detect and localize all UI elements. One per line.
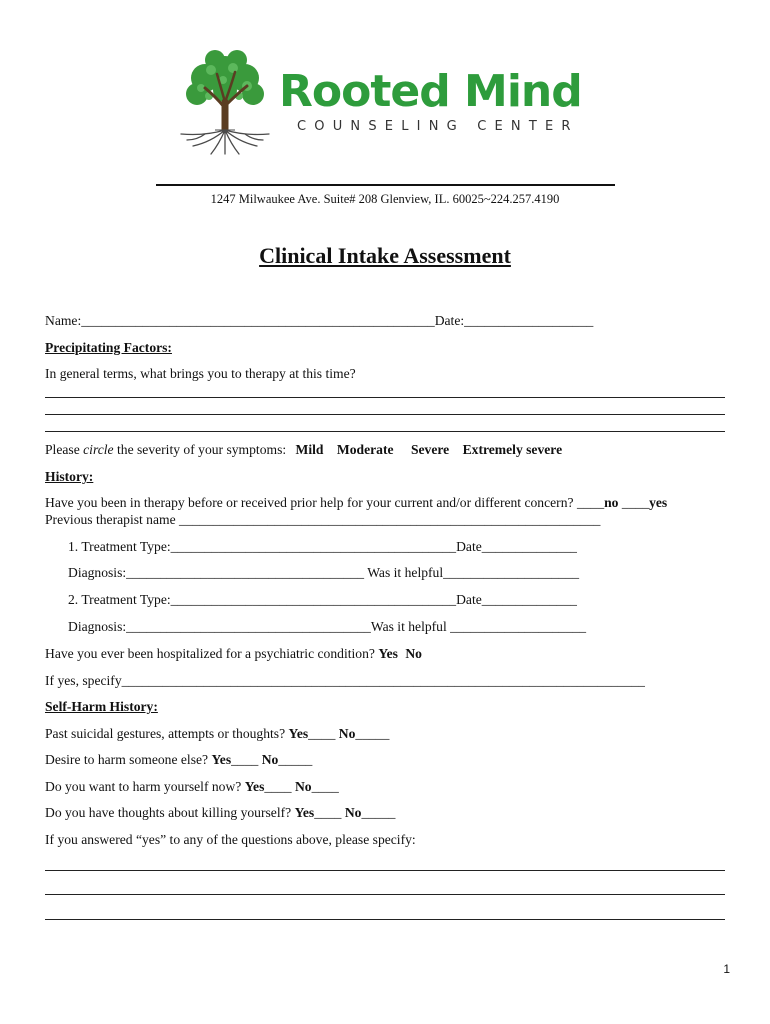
yes-label: Yes (244, 779, 265, 794)
specify-line-2[interactable] (45, 894, 725, 895)
severity-circle-word: circle (83, 442, 114, 457)
hospitalized-line (45, 646, 422, 662)
treatment-1-type-field[interactable]: 1. Treatment Type:__________________________________________ (68, 539, 457, 554)
no-label: No (338, 726, 356, 741)
answer-line-1[interactable] (45, 397, 725, 398)
self-harm-specify-prompt: If you answered “yes” to any of the questions above, please specify: (45, 832, 416, 847)
prior-yes-field[interactable]: ____ (621, 495, 650, 510)
no-field[interactable]: ____ (311, 779, 339, 794)
answer-line-2[interactable] (45, 414, 725, 415)
no-field[interactable]: _____ (361, 805, 396, 820)
prior-no-field[interactable]: ____ (576, 495, 605, 510)
severity-mild[interactable]: Mild (295, 442, 324, 457)
page-title: Clinical Intake Assessment (259, 243, 511, 268)
brand-name: Rooted Mind (279, 66, 582, 117)
severity-line (45, 442, 562, 458)
self-harm-question-3 (45, 779, 339, 795)
question-text: Do you want to harm yourself now? (45, 779, 242, 794)
answer-line-3[interactable] (45, 431, 725, 432)
previous-therapist-field[interactable]: Previous therapist name ______________________________________________________________ (45, 512, 601, 527)
precipitating-heading: Precipitating Factors: (45, 340, 172, 355)
prior-therapy-question: Have you been in therapy before or received prior help for your current and/or different concern? (45, 495, 574, 510)
severity-moderate[interactable]: Moderate (336, 442, 394, 457)
specify-line-3[interactable] (45, 919, 725, 920)
no-label: No (344, 805, 362, 820)
treatment-1-line (68, 539, 577, 555)
brand-subtitle: COUNSELING CENTER (297, 119, 579, 134)
diagnosis-2-field[interactable]: Diagnosis:____________________________________Was it helpful ____________________ (68, 619, 587, 634)
therapy-reason-question: In general terms, what brings you to therapy at this time? (45, 366, 356, 381)
hospitalized-specify-field[interactable]: If yes, specify_____________________________________________________________________________ (45, 673, 645, 688)
no-field[interactable]: _____ (278, 752, 313, 767)
treatment-2-line (68, 592, 577, 608)
prior-yes-label: yes (649, 495, 668, 510)
logo (175, 44, 595, 156)
self-harm-question-4 (45, 805, 395, 821)
self-harm-question-1 (45, 726, 389, 742)
question-text: Past suicidal gestures, attempts or thoughts? (45, 726, 286, 741)
header-rule (156, 184, 615, 186)
no-field[interactable]: _____ (355, 726, 390, 741)
no-label: No (261, 752, 279, 767)
prior-no-label: no (604, 495, 619, 510)
self-harm-question-2 (45, 752, 312, 768)
date-field[interactable]: ___________________ (464, 313, 594, 328)
brand (279, 66, 582, 134)
date-label: Date: (434, 313, 465, 328)
name-date-line (45, 313, 593, 329)
severity-extremely-severe[interactable]: Extremely severe (462, 442, 563, 457)
yes-field[interactable]: ____ (308, 726, 336, 741)
name-field[interactable]: ____________________________________________________ (81, 313, 435, 328)
hospitalized-yes[interactable]: Yes (378, 646, 398, 661)
treatment-2-date-field[interactable]: Date______________ (456, 592, 577, 607)
treatment-2-type-field[interactable]: 2. Treatment Type:__________________________________________ (68, 592, 457, 607)
yes-label: Yes (294, 805, 315, 820)
yes-field[interactable]: ____ (264, 779, 292, 794)
severity-suffix: the severity of your symptoms: (113, 442, 287, 457)
no-label: No (294, 779, 312, 794)
severity-prefix: Please (45, 442, 84, 457)
history-heading: History: (45, 469, 94, 484)
hospitalized-no[interactable]: No (405, 646, 422, 661)
yes-field[interactable]: ____ (314, 805, 342, 820)
page-number: 1 (723, 962, 730, 976)
yes-label: Yes (288, 726, 309, 741)
specify-line-1[interactable] (45, 870, 725, 871)
diagnosis-1-field[interactable]: Diagnosis:___________________________________ Was it helpful____________________ (68, 565, 580, 580)
tree-with-roots-icon (175, 44, 275, 156)
question-text: Do you have thoughts about killing yourself? (45, 805, 292, 820)
name-label: Name: (45, 313, 82, 328)
prior-therapy-line (45, 495, 667, 511)
self-harm-heading: Self-Harm History: (45, 699, 158, 714)
yes-field[interactable]: ____ (231, 752, 259, 767)
address: 1247 Milwaukee Ave. Suite# 208 Glenview, IL. 60025~224.257.4190 (210, 192, 560, 206)
treatment-1-date-field[interactable]: Date______________ (456, 539, 577, 554)
hospitalized-question: Have you ever been hospitalized for a psychiatric condition? (45, 646, 375, 661)
question-text: Desire to harm someone else? (45, 752, 209, 767)
severity-severe[interactable]: Severe (410, 442, 450, 457)
yes-label: Yes (211, 752, 232, 767)
